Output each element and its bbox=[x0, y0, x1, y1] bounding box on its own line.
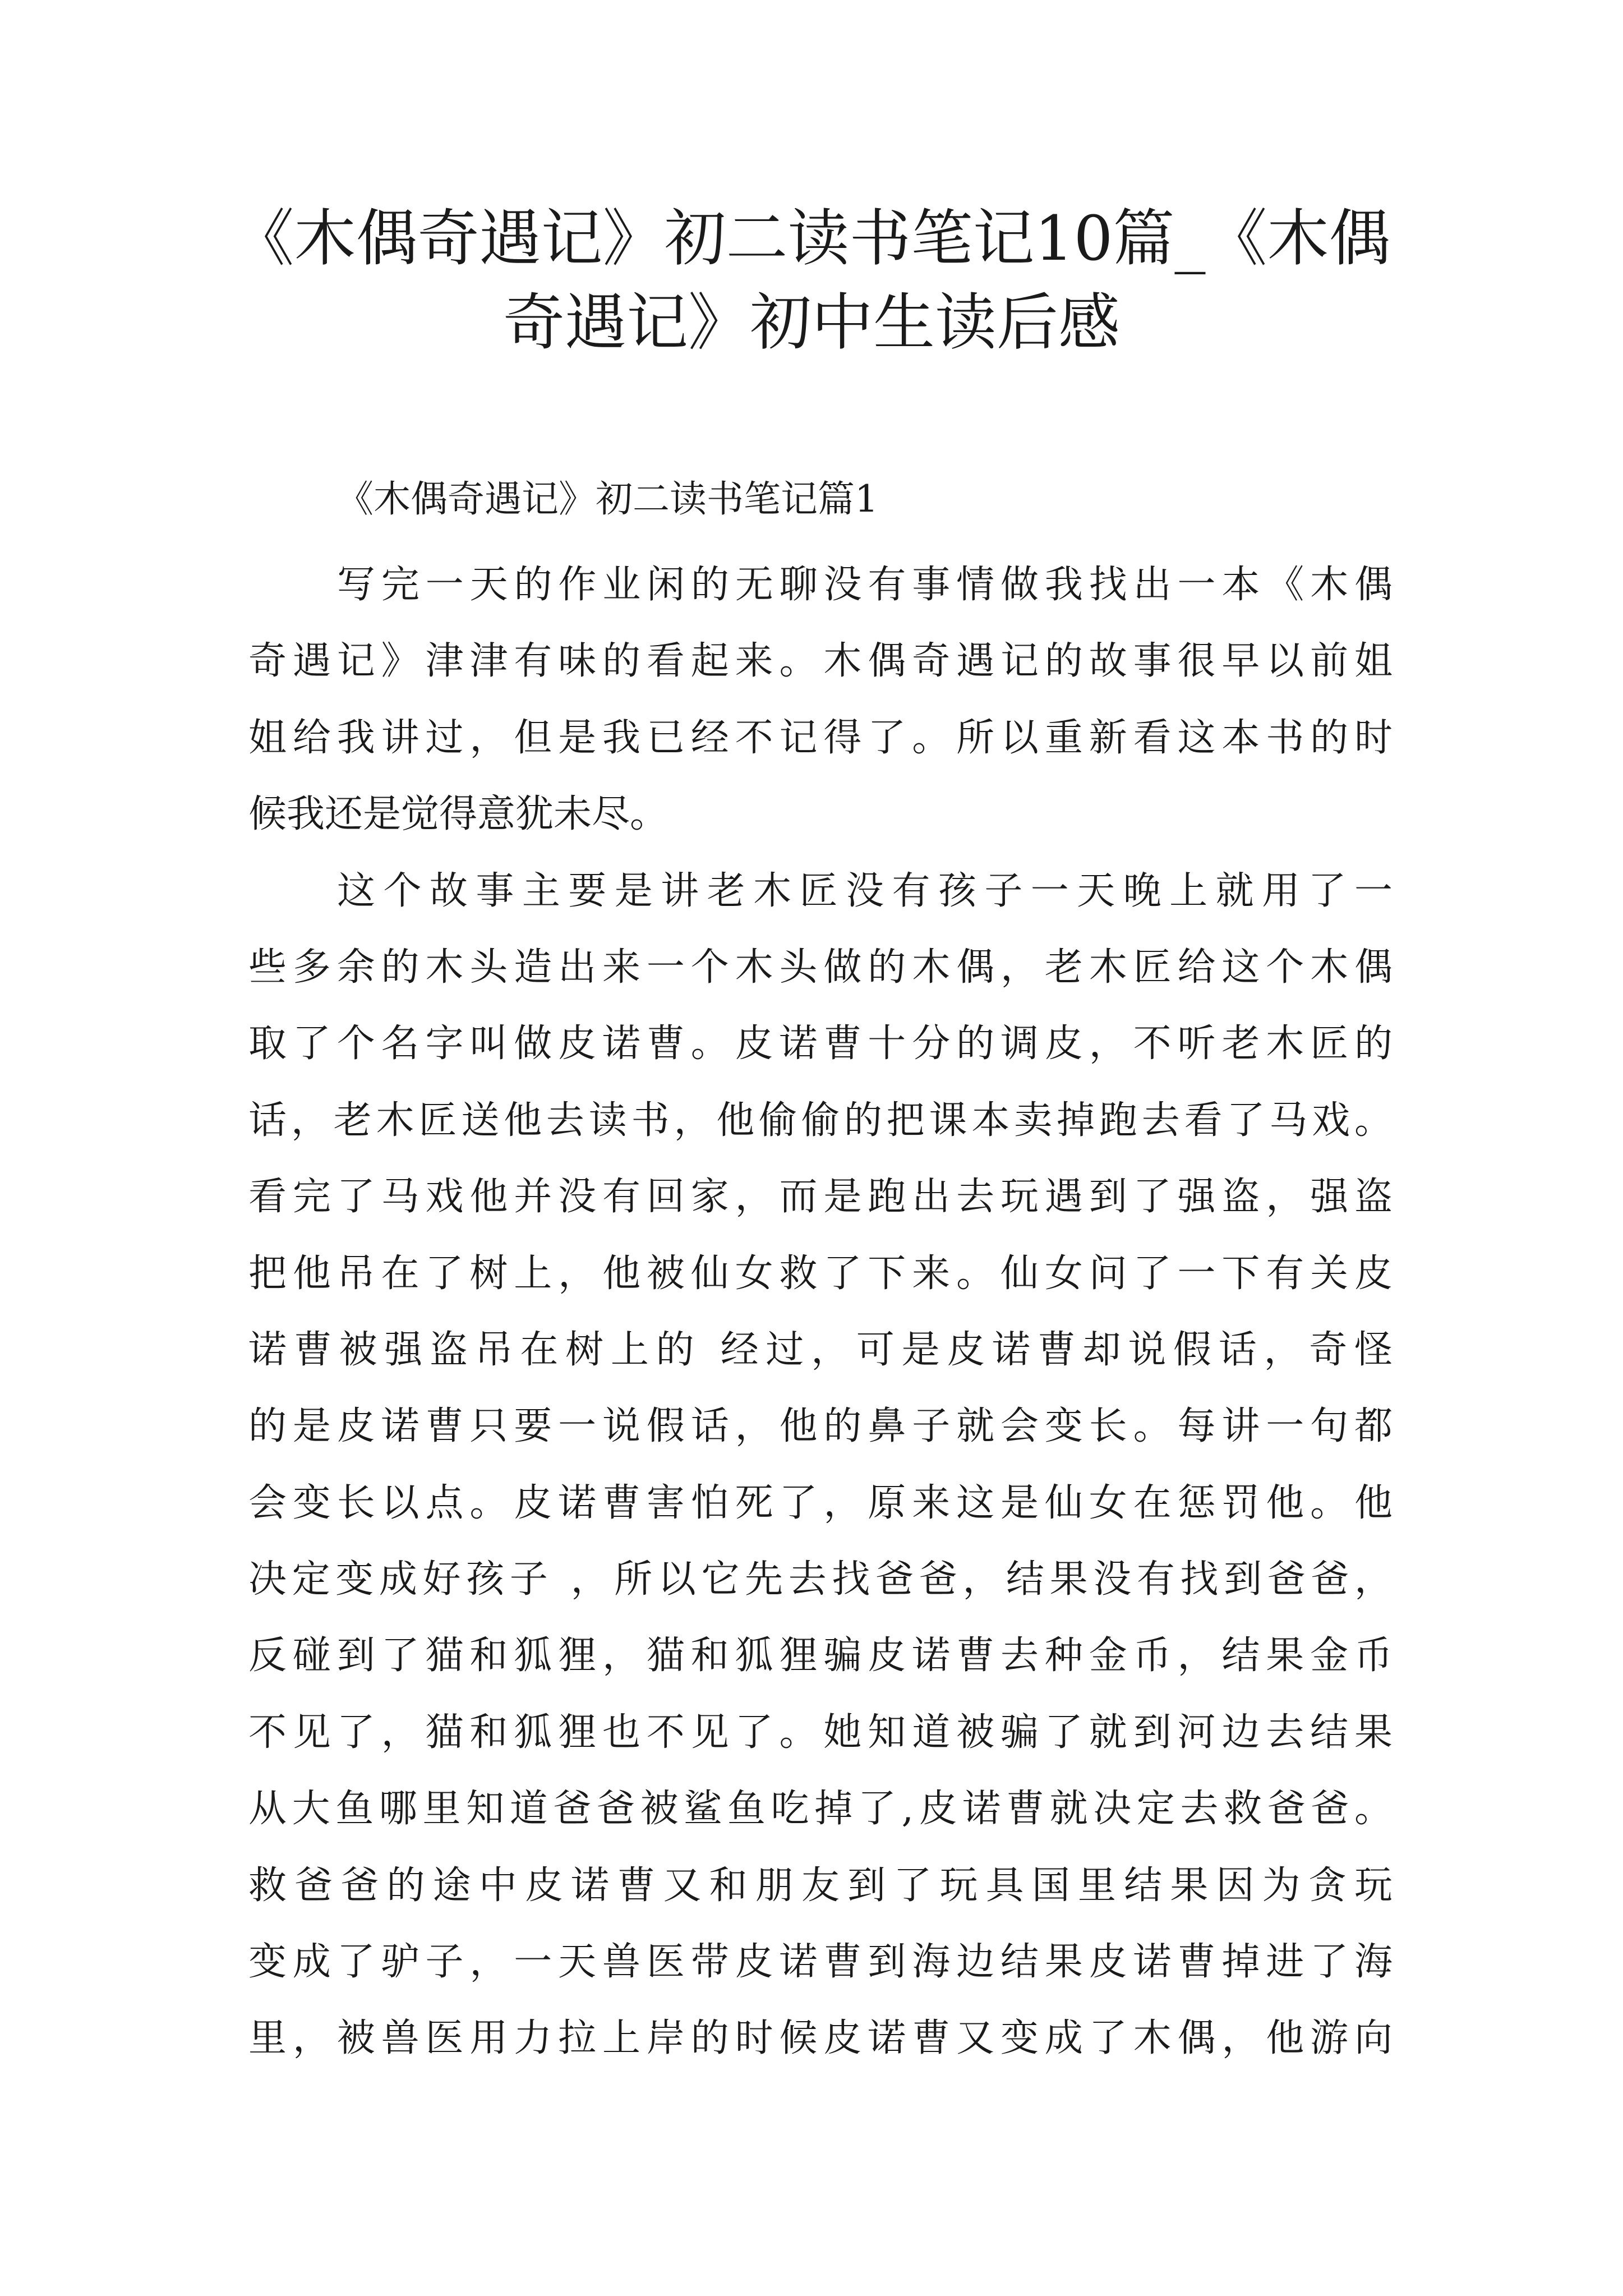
document-title bbox=[168, 196, 1455, 365]
paragraph-line: 写完一天的作业闲的无聊没有事情做我找出一本《木偶 bbox=[337, 563, 1393, 607]
title-line-1: 《木偶奇遇记》初二读书笔记10篇_《木偶 bbox=[232, 203, 1391, 274]
paragraph-line: 诺曹被强盗吊在树上的 经过，可是皮诺曹却说假话，奇怪 bbox=[248, 1327, 1393, 1372]
paragraph-line: 决定变成好孩子 ，所以它先去找爸爸，结果没有找到爸爸， bbox=[248, 1557, 1393, 1602]
paragraph-line: 救爸爸的途中皮诺曹又和朋友到了玩具国里结果因为贪玩 bbox=[248, 1863, 1393, 1908]
paragraph-line: 不见了，猫和狐狸也不见了。她知道被骗了就到河边去结果 bbox=[248, 1710, 1393, 1755]
paragraph-line: 里，被兽医用力拉上岸的时候皮诺曹又变成了木偶，他游向 bbox=[248, 2016, 1393, 2061]
paragraph-line: 话，老木匠送他去读书，他偷偷的把课本卖掉跑去看了马戏。 bbox=[248, 1098, 1393, 1143]
paragraph-line: 奇遇记》津津有味的看起来。木偶奇遇记的故事很早以前姐 bbox=[248, 639, 1393, 684]
paragraph-line: 变成了驴子，一天兽医带皮诺曹到海边结果皮诺曹掉进了海 bbox=[248, 1940, 1393, 1985]
paragraph-line: 这个故事主要是讲老木匠没有孩子一天晚上就用了一 bbox=[337, 868, 1393, 913]
section-heading: 《木偶奇遇记》初二读书笔记篇1 bbox=[336, 477, 878, 521]
paragraph-line: 姐给我讲过，但是我已经不记得了。所以重新看这本书的时 bbox=[248, 715, 1393, 760]
paragraph-line: 把他吊在了树上，他被仙女救了下来。仙女问了一下有关皮 bbox=[248, 1251, 1393, 1296]
paragraph-line: 些多余的木头造出来一个木头做的木偶，老木匠给这个木偶 bbox=[248, 945, 1393, 990]
paragraph-line: 候我还是觉得意犹未尽。 bbox=[248, 792, 668, 837]
paragraph-line: 会变长以点。皮诺曹害怕死了，原来这是仙女在惩罚他。他 bbox=[248, 1480, 1393, 1525]
paragraph-line: 反碰到了猫和狐狸，猫和狐狸骗皮诺曹去种金币，结果金币 bbox=[248, 1634, 1393, 1678]
paragraph-line: 取了个名字叫做皮诺曹。皮诺曹十分的调皮，不听老木匠的 bbox=[248, 1022, 1393, 1066]
title-line-2: 奇遇记》初中生读后感 bbox=[503, 287, 1120, 358]
paragraph-line: 从大鱼哪里知道爸爸被鲨鱼吃掉了,皮诺曹就决定去救爸爸。 bbox=[248, 1787, 1393, 1832]
paragraph-line: 的是皮诺曹只要一说假话，他的鼻子就会变长。每讲一句都 bbox=[248, 1404, 1393, 1449]
body-text bbox=[248, 547, 1393, 2077]
paragraph-line: 看完了马戏他并没有回家，而是跑出去玩遇到了强盗，强盗 bbox=[248, 1175, 1393, 1220]
